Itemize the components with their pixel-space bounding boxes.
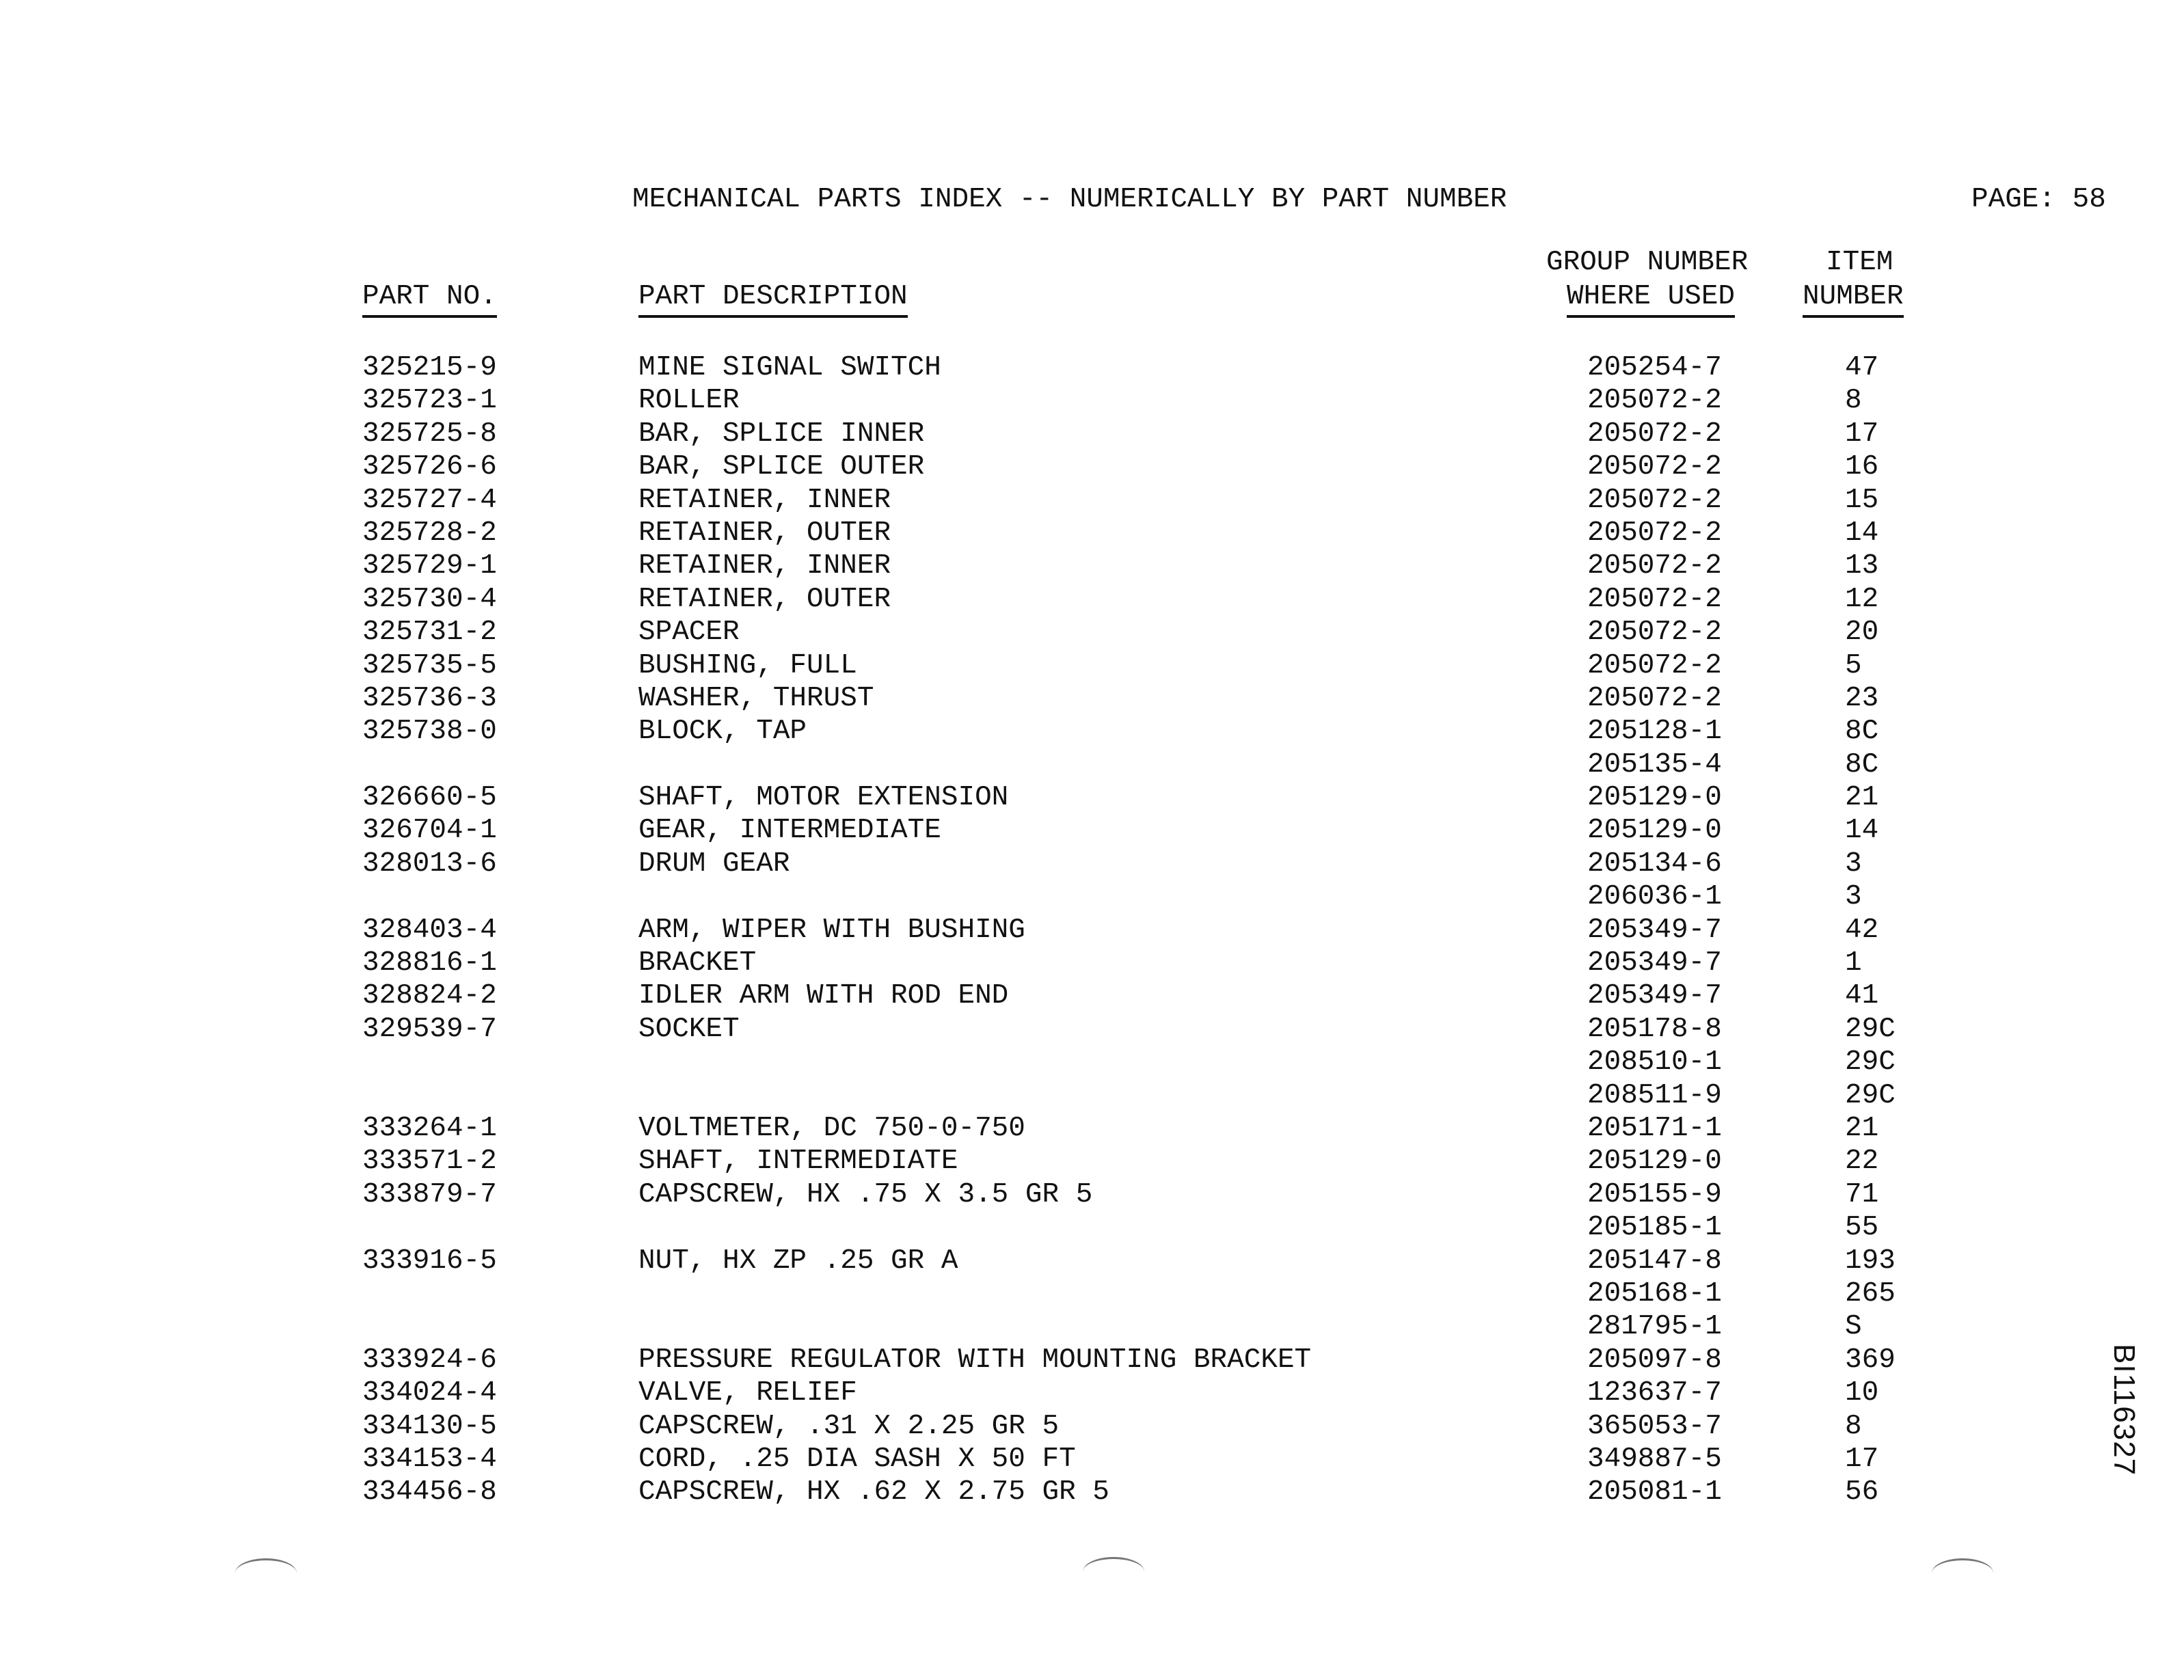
table-row <box>0 914 2184 949</box>
item-number-cell: 42 <box>1845 914 1879 946</box>
table-row <box>0 784 2184 817</box>
item-number-cell: 29C <box>1845 1046 1896 1079</box>
group-number-cell: 205072-2 <box>1587 682 1722 714</box>
part-description-cell: SHAFT, INTERMEDIATE <box>638 1146 958 1178</box>
table-row <box>0 484 2184 519</box>
group-number-cell: 205349-7 <box>1587 914 1722 946</box>
part-description-cell: VALVE, RELIEF <box>638 1377 857 1409</box>
table-row <box>0 1112 2184 1148</box>
part-number-cell: 334456-8 <box>362 1476 497 1508</box>
item-number-cell: 21 <box>1845 782 1879 814</box>
item-number-cell: 13 <box>1845 550 1879 582</box>
table-row <box>0 850 2184 883</box>
item-number-cell: 5 <box>1845 649 1862 681</box>
table-row <box>0 982 2184 1015</box>
part-description-cell: MINE SIGNAL SWITCH <box>638 352 941 383</box>
group-number-cell: 205128-1 <box>1587 716 1722 748</box>
item-number-cell: 8C <box>1845 748 1879 781</box>
group-number-cell: 205097-8 <box>1587 1344 1722 1376</box>
part-description-cell: CORD, .25 DIA SASH X 50 FT <box>638 1443 1076 1475</box>
item-number-cell: 17 <box>1845 418 1879 450</box>
item-number-cell: 3 <box>1845 848 1862 880</box>
group-number-cell: 205072-2 <box>1587 617 1722 649</box>
item-number-cell: 1 <box>1845 947 1862 979</box>
item-number-cell: 14 <box>1845 517 1879 549</box>
part-number-cell: 328403-4 <box>362 914 497 946</box>
group-number-cell: 205072-2 <box>1587 418 1722 450</box>
table-row <box>0 682 2184 718</box>
table-row <box>0 552 2184 585</box>
part-description-cell: RETAINER, INNER <box>638 550 891 582</box>
item-number-cell: 14 <box>1845 815 1879 847</box>
table-row <box>0 387 2184 420</box>
part-number-cell: 326660-5 <box>362 782 497 814</box>
part-description-cell: PRESSURE REGULATOR WITH MOUNTING BRACKET <box>638 1344 1312 1376</box>
part-description-cell: BAR, SPLICE INNER <box>638 418 925 450</box>
item-number-cell: 265 <box>1845 1277 1896 1310</box>
part-number-cell: 329539-7 <box>362 1013 497 1045</box>
table-row <box>0 649 2184 685</box>
group-number-cell: 205185-1 <box>1587 1212 1722 1244</box>
table-row <box>0 748 2184 784</box>
group-number-cell: 205171-1 <box>1587 1112 1722 1144</box>
item-number-cell: 71 <box>1845 1178 1879 1210</box>
parts-table <box>0 354 2184 1512</box>
part-number-cell: 325735-5 <box>362 649 497 681</box>
item-number-cell: 47 <box>1845 352 1879 383</box>
part-description-cell: SHAFT, MOTOR EXTENSION <box>638 782 1009 814</box>
binder-hole-mark-left <box>235 1558 297 1588</box>
group-number-cell: 281795-1 <box>1587 1311 1722 1343</box>
group-number-cell: 205168-1 <box>1587 1277 1722 1310</box>
table-row <box>0 1346 2184 1379</box>
part-number-cell: 328816-1 <box>362 947 497 979</box>
part-number-cell: 328824-2 <box>362 980 497 1012</box>
part-description-cell: WASHER, THRUST <box>638 682 874 714</box>
item-number-cell: 369 <box>1845 1344 1896 1376</box>
part-description-cell: ROLLER <box>638 385 740 417</box>
part-number-cell: 333879-7 <box>362 1178 497 1210</box>
group-number-cell: 206036-1 <box>1587 881 1722 913</box>
part-description-cell: NUT, HX ZP .25 GR A <box>638 1245 958 1277</box>
group-number-cell: 205072-2 <box>1587 484 1722 516</box>
part-number-cell: 328013-6 <box>362 848 497 880</box>
part-description-cell: DRUM GEAR <box>638 848 790 880</box>
item-number-cell: 29C <box>1845 1013 1896 1045</box>
item-number-cell: 3 <box>1845 881 1862 913</box>
table-row <box>0 1313 2184 1346</box>
table-row <box>0 817 2184 850</box>
item-number-cell: 193 <box>1845 1245 1896 1277</box>
group-number-cell: 208510-1 <box>1587 1046 1722 1079</box>
part-description-cell: SPACER <box>638 617 740 649</box>
group-number-cell: 205129-0 <box>1587 782 1722 814</box>
item-number-cell: 15 <box>1845 484 1879 516</box>
table-row <box>0 1013 2184 1048</box>
part-description-cell: IDLER ARM WITH ROD END <box>638 980 1009 1012</box>
part-description-cell: RETAINER, INNER <box>638 484 891 516</box>
part-number-cell: 325723-1 <box>362 385 497 417</box>
part-description-cell: GEAR, INTERMEDIATE <box>638 815 941 847</box>
item-number-cell: 22 <box>1845 1146 1879 1178</box>
item-number-cell: 55 <box>1845 1212 1879 1244</box>
group-number-cell: 205072-2 <box>1587 385 1722 417</box>
group-number-cell: 205147-8 <box>1587 1245 1722 1277</box>
part-description-cell: CAPSCREW, HX .62 X 2.75 GR 5 <box>638 1476 1109 1508</box>
table-row <box>0 519 2184 552</box>
item-number-cell: 21 <box>1845 1112 1879 1144</box>
table-row <box>0 619 2184 651</box>
group-number-cell: 205254-7 <box>1587 352 1722 383</box>
group-number-cell: 205072-2 <box>1587 583 1722 615</box>
page-title: MECHANICAL PARTS INDEX -- NUMERICALLY BY PART NUMBER <box>632 184 1507 215</box>
item-number-cell: 8 <box>1845 385 1862 417</box>
item-number-cell: 23 <box>1845 682 1879 714</box>
group-number-cell: 208511-9 <box>1587 1079 1722 1111</box>
part-number-cell: 325731-2 <box>362 617 497 649</box>
item-number-cell: 10 <box>1845 1377 1879 1409</box>
part-number-cell: 325727-4 <box>362 484 497 516</box>
part-number-cell: 325725-8 <box>362 418 497 450</box>
column-header-part-description: PART DESCRIPTION <box>638 283 908 318</box>
column-header-part-no: PART NO. <box>362 283 497 318</box>
group-number-cell: 205072-2 <box>1587 550 1722 582</box>
part-description-cell: RETAINER, OUTER <box>638 583 891 615</box>
part-number-cell: 325730-4 <box>362 583 497 615</box>
table-row <box>0 1148 2184 1180</box>
item-number-cell: 29C <box>1845 1079 1896 1111</box>
part-number-cell: 333924-6 <box>362 1344 497 1376</box>
group-number-cell: 349887-5 <box>1587 1443 1722 1475</box>
table-row <box>0 1443 2184 1478</box>
table-row <box>0 1178 2184 1214</box>
group-number-cell: 205072-2 <box>1587 649 1722 681</box>
part-number-cell: 325736-3 <box>362 682 497 714</box>
column-header-group-number: GROUP NUMBER <box>1546 247 1749 278</box>
column-header-item: ITEM <box>1826 247 1893 278</box>
part-number-cell: 334024-4 <box>362 1377 497 1409</box>
group-number-cell: 205072-2 <box>1587 517 1722 549</box>
group-number-cell: 205129-0 <box>1587 1146 1722 1178</box>
part-description-cell: CAPSCREW, HX .75 X 3.5 GR 5 <box>638 1178 1093 1210</box>
part-description-cell: BLOCK, TAP <box>638 716 807 748</box>
table-row <box>0 718 2184 750</box>
item-number-cell: 8C <box>1845 716 1879 748</box>
part-number-cell: 325738-0 <box>362 716 497 748</box>
item-number-cell: 12 <box>1845 583 1879 615</box>
column-header-item-number: NUMBER <box>1803 283 1904 318</box>
part-description-cell: ARM, WIPER WITH BUSHING <box>638 914 1025 946</box>
item-number-cell: 56 <box>1845 1476 1879 1508</box>
group-number-cell: 123637-7 <box>1587 1377 1722 1409</box>
part-number-cell: 325729-1 <box>362 550 497 582</box>
group-number-cell: 205349-7 <box>1587 980 1722 1012</box>
item-number-cell: 8 <box>1845 1410 1862 1442</box>
table-row <box>0 1410 2184 1446</box>
table-row <box>0 453 2184 486</box>
item-number-cell: 20 <box>1845 617 1879 649</box>
part-description-cell: SOCKET <box>638 1013 740 1045</box>
part-description-cell: BAR, SPLICE OUTER <box>638 451 925 483</box>
group-number-cell: 205135-4 <box>1587 748 1722 781</box>
table-row <box>0 883 2184 916</box>
table-row <box>0 1478 2184 1511</box>
table-row <box>0 583 2184 619</box>
item-number-cell: S <box>1845 1311 1862 1343</box>
table-row <box>0 420 2184 453</box>
group-number-cell: 205134-6 <box>1587 848 1722 880</box>
group-number-cell: 205349-7 <box>1587 947 1722 979</box>
table-row <box>0 1048 2184 1081</box>
binder-hole-mark-center <box>1083 1557 1144 1586</box>
item-number-cell: 16 <box>1845 451 1879 483</box>
table-row <box>0 1247 2184 1280</box>
table-row <box>0 1277 2184 1313</box>
part-number-cell: 333916-5 <box>362 1245 497 1277</box>
part-number-cell: 334153-4 <box>362 1443 497 1475</box>
binder-hole-mark-right <box>1932 1558 1993 1588</box>
group-number-cell: 205178-8 <box>1587 1013 1722 1045</box>
part-description-cell: VOLTMETER, DC 750-0-750 <box>638 1112 1025 1144</box>
part-description-cell: BUSHING, FULL <box>638 649 857 681</box>
part-number-cell: 326704-1 <box>362 815 497 847</box>
group-number-cell: 205129-0 <box>1587 815 1722 847</box>
item-number-cell: 41 <box>1845 980 1879 1012</box>
table-row <box>0 354 2184 387</box>
group-number-cell: 205072-2 <box>1587 451 1722 483</box>
part-number-cell: 325215-9 <box>362 352 497 383</box>
part-number-cell: 325726-6 <box>362 451 497 483</box>
group-number-cell: 365053-7 <box>1587 1410 1722 1442</box>
table-row <box>0 1214 2184 1247</box>
part-number-cell: 334130-5 <box>362 1410 497 1442</box>
part-number-cell: 333264-1 <box>362 1112 497 1144</box>
table-row <box>0 1079 2184 1115</box>
group-number-cell: 205155-9 <box>1587 1178 1722 1210</box>
part-description-cell: CAPSCREW, .31 X 2.25 GR 5 <box>638 1410 1060 1442</box>
page-number: PAGE: 58 <box>1971 184 2106 215</box>
table-row <box>0 949 2184 982</box>
document-id: BI116327 <box>2107 1344 2141 1476</box>
item-number-cell: 17 <box>1845 1443 1879 1475</box>
part-number-cell: 333571-2 <box>362 1146 497 1178</box>
group-number-cell: 205081-1 <box>1587 1476 1722 1508</box>
part-description-cell: RETAINER, OUTER <box>638 517 891 549</box>
column-header-where-used: WHERE USED <box>1567 283 1735 318</box>
part-number-cell: 325728-2 <box>362 517 497 549</box>
table-row <box>0 1379 2184 1412</box>
part-description-cell: BRACKET <box>638 947 757 979</box>
